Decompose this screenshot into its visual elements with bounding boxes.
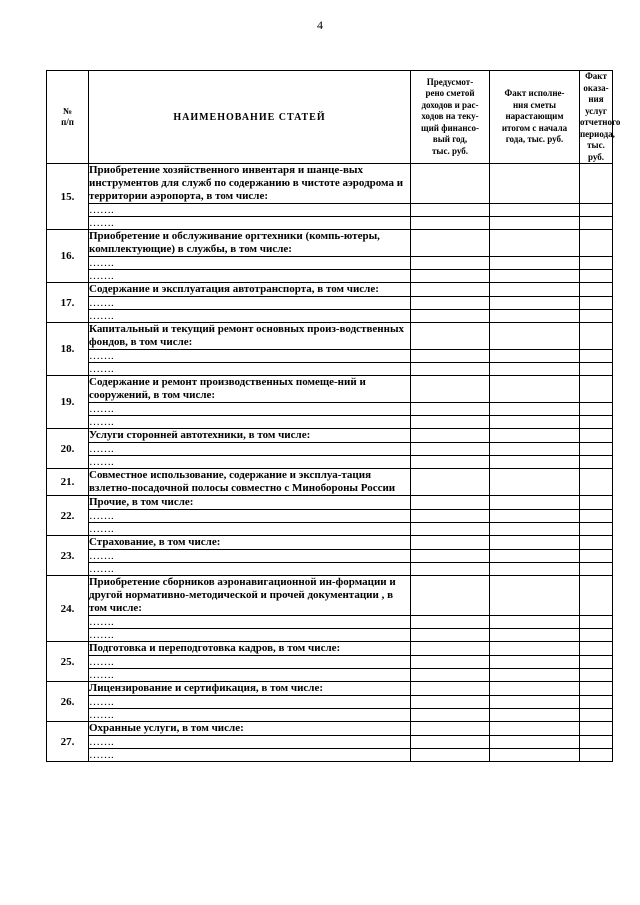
row-name: Содержание и ремонт производственных помеще-ний и сооружений, в том числе:: [89, 376, 411, 403]
value-cell: [580, 429, 613, 443]
value-cell: [580, 469, 613, 496]
row-name: Услуги сторонней автотехники, в том числе:: [89, 429, 411, 443]
value-cell: [580, 496, 613, 510]
value-cell: [411, 563, 490, 576]
value-cell: [490, 443, 580, 456]
value-cell: [490, 736, 580, 749]
value-cell: [490, 536, 580, 550]
value-cell: [580, 709, 613, 722]
table-subrow: [47, 204, 613, 217]
subrow-placeholder: …….: [89, 297, 411, 310]
value-cell: [411, 669, 490, 682]
row-number: 21.: [47, 469, 89, 496]
subrow-placeholder: …….: [89, 736, 411, 749]
value-cell: [411, 749, 490, 762]
value-cell: [490, 629, 580, 642]
value-cell: [411, 696, 490, 709]
value-cell: [490, 270, 580, 283]
row-number: 25.: [47, 642, 89, 682]
value-cell: [411, 523, 490, 536]
row-number: 22.: [47, 496, 89, 536]
value-cell: [411, 496, 490, 510]
table-subrow: [47, 270, 613, 283]
value-cell: [411, 376, 490, 403]
header-services: Факт оказа- ния услуг отчетного периода, тыс. руб.: [580, 71, 621, 162]
table-subrow: [47, 550, 613, 563]
value-cell: [580, 230, 613, 257]
row-name: Содержание и эксплуатация автотранспорта, в том числе:: [89, 283, 411, 297]
table-row: [47, 376, 613, 403]
value-cell: [411, 164, 490, 204]
row-number: 26.: [47, 682, 89, 722]
value-cell: [580, 376, 613, 403]
value-cell: [411, 576, 490, 616]
subrow-placeholder: …….: [89, 416, 411, 429]
value-cell: [580, 443, 613, 456]
subrow-placeholder: …….: [89, 217, 411, 230]
row-name: Страхование, в том числе:: [89, 536, 411, 550]
value-cell: [580, 656, 613, 669]
value-cell: [490, 469, 580, 496]
subrow-placeholder: …….: [89, 616, 411, 629]
value-cell: [411, 323, 490, 350]
value-cell: [580, 669, 613, 682]
table-subrow: [47, 669, 613, 682]
value-cell: [411, 283, 490, 297]
table-subrow: [47, 656, 613, 669]
value-cell: [411, 363, 490, 376]
value-cell: [411, 403, 490, 416]
value-cell: [490, 297, 580, 310]
subrow-placeholder: …….: [89, 257, 411, 270]
header-plan: Предусмот- рено сметой доходов и рас- ходов на теку- щий финансо- вый год, тыс. руб.: [411, 71, 490, 164]
value-cell: [490, 550, 580, 563]
table-subrow: [47, 736, 613, 749]
value-cell: [490, 376, 580, 403]
value-cell: [580, 576, 613, 616]
row-name: Подготовка и переподготовка кадров, в том числе:: [89, 642, 411, 656]
value-cell: [580, 563, 613, 576]
value-cell: [411, 469, 490, 496]
header-name: НАИМЕНОВАНИЕ СТАТЕЙ: [89, 71, 411, 164]
table-subrow: [47, 523, 613, 536]
table-body: [47, 164, 613, 762]
value-cell: [411, 297, 490, 310]
value-cell: [490, 642, 580, 656]
value-cell: [490, 416, 580, 429]
value-cell: [580, 403, 613, 416]
table-subrow: [47, 443, 613, 456]
value-cell: [490, 429, 580, 443]
subrow-placeholder: …….: [89, 363, 411, 376]
row-name: Лицензирование и сертификация, в том числе:: [89, 682, 411, 696]
subrow-placeholder: …….: [89, 403, 411, 416]
table-subrow: [47, 749, 613, 762]
table-subrow: [47, 563, 613, 576]
value-cell: [580, 283, 613, 297]
subrow-placeholder: …….: [89, 709, 411, 722]
table-subrow: [47, 363, 613, 376]
subrow-placeholder: …….: [89, 350, 411, 363]
value-cell: [580, 749, 613, 762]
value-cell: [580, 217, 613, 230]
row-number: 20.: [47, 429, 89, 469]
value-cell: [580, 629, 613, 642]
page-number: 4: [317, 18, 323, 32]
value-cell: [490, 576, 580, 616]
subrow-placeholder: …….: [89, 656, 411, 669]
value-cell: [411, 536, 490, 550]
value-cell: [580, 510, 613, 523]
value-cell: [580, 204, 613, 217]
value-cell: [490, 403, 580, 416]
subrow-placeholder: …….: [89, 443, 411, 456]
subrow-placeholder: …….: [89, 550, 411, 563]
table-row: [47, 323, 613, 350]
value-cell: [411, 270, 490, 283]
value-cell: [580, 363, 613, 376]
row-number: 17.: [47, 283, 89, 323]
value-cell: [580, 736, 613, 749]
row-name: Совместное использование, содержание и эксплуа-тация взлетно-посадочной полосы совместно с Минобороны России: [89, 469, 411, 496]
value-cell: [411, 443, 490, 456]
value-cell: [490, 682, 580, 696]
subrow-placeholder: …….: [89, 270, 411, 283]
subrow-placeholder: …….: [89, 563, 411, 576]
table-subrow: [47, 709, 613, 722]
value-cell: [411, 416, 490, 429]
header-fact: Факт исполне- ния сметы нарастающим итогом с начала года, тыс. руб.: [490, 71, 580, 164]
table-row: [47, 536, 613, 550]
value-cell: [490, 709, 580, 722]
subrow-placeholder: …….: [89, 510, 411, 523]
table-header-row: [47, 71, 613, 164]
subrow-placeholder: …….: [89, 696, 411, 709]
value-cell: [490, 310, 580, 323]
row-number: 16.: [47, 230, 89, 283]
table-row: [47, 722, 613, 736]
header-num: № п/п: [47, 71, 89, 164]
value-cell: [490, 257, 580, 270]
table-subrow: [47, 310, 613, 323]
row-name: Приобретение хозяйственного инвентаря и шанце-вых инструментов для служб по содержанию в чистоте аэродрома и территории аэропорта, в том числе:: [89, 164, 411, 204]
value-cell: [411, 204, 490, 217]
value-cell: [411, 217, 490, 230]
value-cell: [490, 217, 580, 230]
table-subrow: [47, 217, 613, 230]
value-cell: [411, 429, 490, 443]
subrow-placeholder: …….: [89, 669, 411, 682]
value-cell: [580, 350, 613, 363]
value-cell: [580, 323, 613, 350]
row-number: 23.: [47, 536, 89, 576]
value-cell: [411, 722, 490, 736]
table-row: [47, 230, 613, 257]
value-cell: [411, 656, 490, 669]
value-cell: [490, 496, 580, 510]
value-cell: [580, 310, 613, 323]
row-name: Прочие, в том числе:: [89, 496, 411, 510]
value-cell: [580, 722, 613, 736]
table-subrow: [47, 696, 613, 709]
table-subrow: [47, 257, 613, 270]
row-name: Охранные услуги, в том числе:: [89, 722, 411, 736]
value-cell: [580, 456, 613, 469]
table-subrow: [47, 350, 613, 363]
subrow-placeholder: …….: [89, 456, 411, 469]
value-cell: [490, 510, 580, 523]
row-number: 19.: [47, 376, 89, 429]
table-row: [47, 164, 613, 204]
value-cell: [580, 297, 613, 310]
value-cell: [411, 350, 490, 363]
value-cell: [490, 283, 580, 297]
value-cell: [580, 642, 613, 656]
row-name: Приобретение и обслуживание оргтехники (компь-ютеры, комплектующие) в службы, в том числе:: [89, 230, 411, 257]
value-cell: [490, 563, 580, 576]
value-cell: [411, 510, 490, 523]
value-cell: [411, 642, 490, 656]
subrow-placeholder: …….: [89, 749, 411, 762]
table-row: [47, 682, 613, 696]
table-row: [47, 642, 613, 656]
value-cell: [580, 682, 613, 696]
table-subrow: [47, 403, 613, 416]
value-cell: [411, 682, 490, 696]
value-cell: [490, 350, 580, 363]
value-cell: [580, 416, 613, 429]
value-cell: [411, 230, 490, 257]
value-cell: [490, 722, 580, 736]
row-number: 27.: [47, 722, 89, 762]
table-row: [47, 576, 613, 616]
value-cell: [411, 310, 490, 323]
value-cell: [580, 523, 613, 536]
value-cell: [580, 550, 613, 563]
row-number: 15.: [47, 164, 89, 230]
row-number: 18.: [47, 323, 89, 376]
table-subrow: [47, 510, 613, 523]
value-cell: [411, 736, 490, 749]
table-subrow: [47, 456, 613, 469]
value-cell: [411, 550, 490, 563]
value-cell: [490, 656, 580, 669]
value-cell: [580, 257, 613, 270]
value-cell: [411, 257, 490, 270]
subrow-placeholder: …….: [89, 629, 411, 642]
value-cell: [490, 363, 580, 376]
value-cell: [490, 230, 580, 257]
row-number: 24.: [47, 576, 89, 642]
value-cell: [580, 164, 613, 204]
table-subrow: [47, 616, 613, 629]
value-cell: [580, 270, 613, 283]
table-subrow: [47, 297, 613, 310]
subrow-placeholder: …….: [89, 523, 411, 536]
value-cell: [580, 536, 613, 550]
value-cell: [490, 204, 580, 217]
value-cell: [490, 323, 580, 350]
table-row: [47, 283, 613, 297]
table-row: [47, 496, 613, 510]
value-cell: [490, 696, 580, 709]
subrow-placeholder: …….: [89, 310, 411, 323]
value-cell: [411, 709, 490, 722]
table-subrow: [47, 416, 613, 429]
value-cell: [490, 749, 580, 762]
value-cell: [580, 616, 613, 629]
table-row: [47, 469, 613, 496]
table-row: [47, 429, 613, 443]
subrow-placeholder: …….: [89, 204, 411, 217]
value-cell: [490, 456, 580, 469]
table-subrow: [47, 629, 613, 642]
row-name: Приобретение сборников аэронавигационной ин-формации и другой нормативно-методической и прочей документации , в том числе:: [89, 576, 411, 616]
value-cell: [580, 696, 613, 709]
value-cell: [490, 523, 580, 536]
value-cell: [490, 616, 580, 629]
value-cell: [411, 629, 490, 642]
value-cell: [490, 164, 580, 204]
value-cell: [411, 616, 490, 629]
expense-table: [46, 70, 621, 762]
row-name: Капитальный и текущий ремонт основных произ-водственных фондов, в том числе:: [89, 323, 411, 350]
value-cell: [490, 669, 580, 682]
value-cell: [411, 456, 490, 469]
